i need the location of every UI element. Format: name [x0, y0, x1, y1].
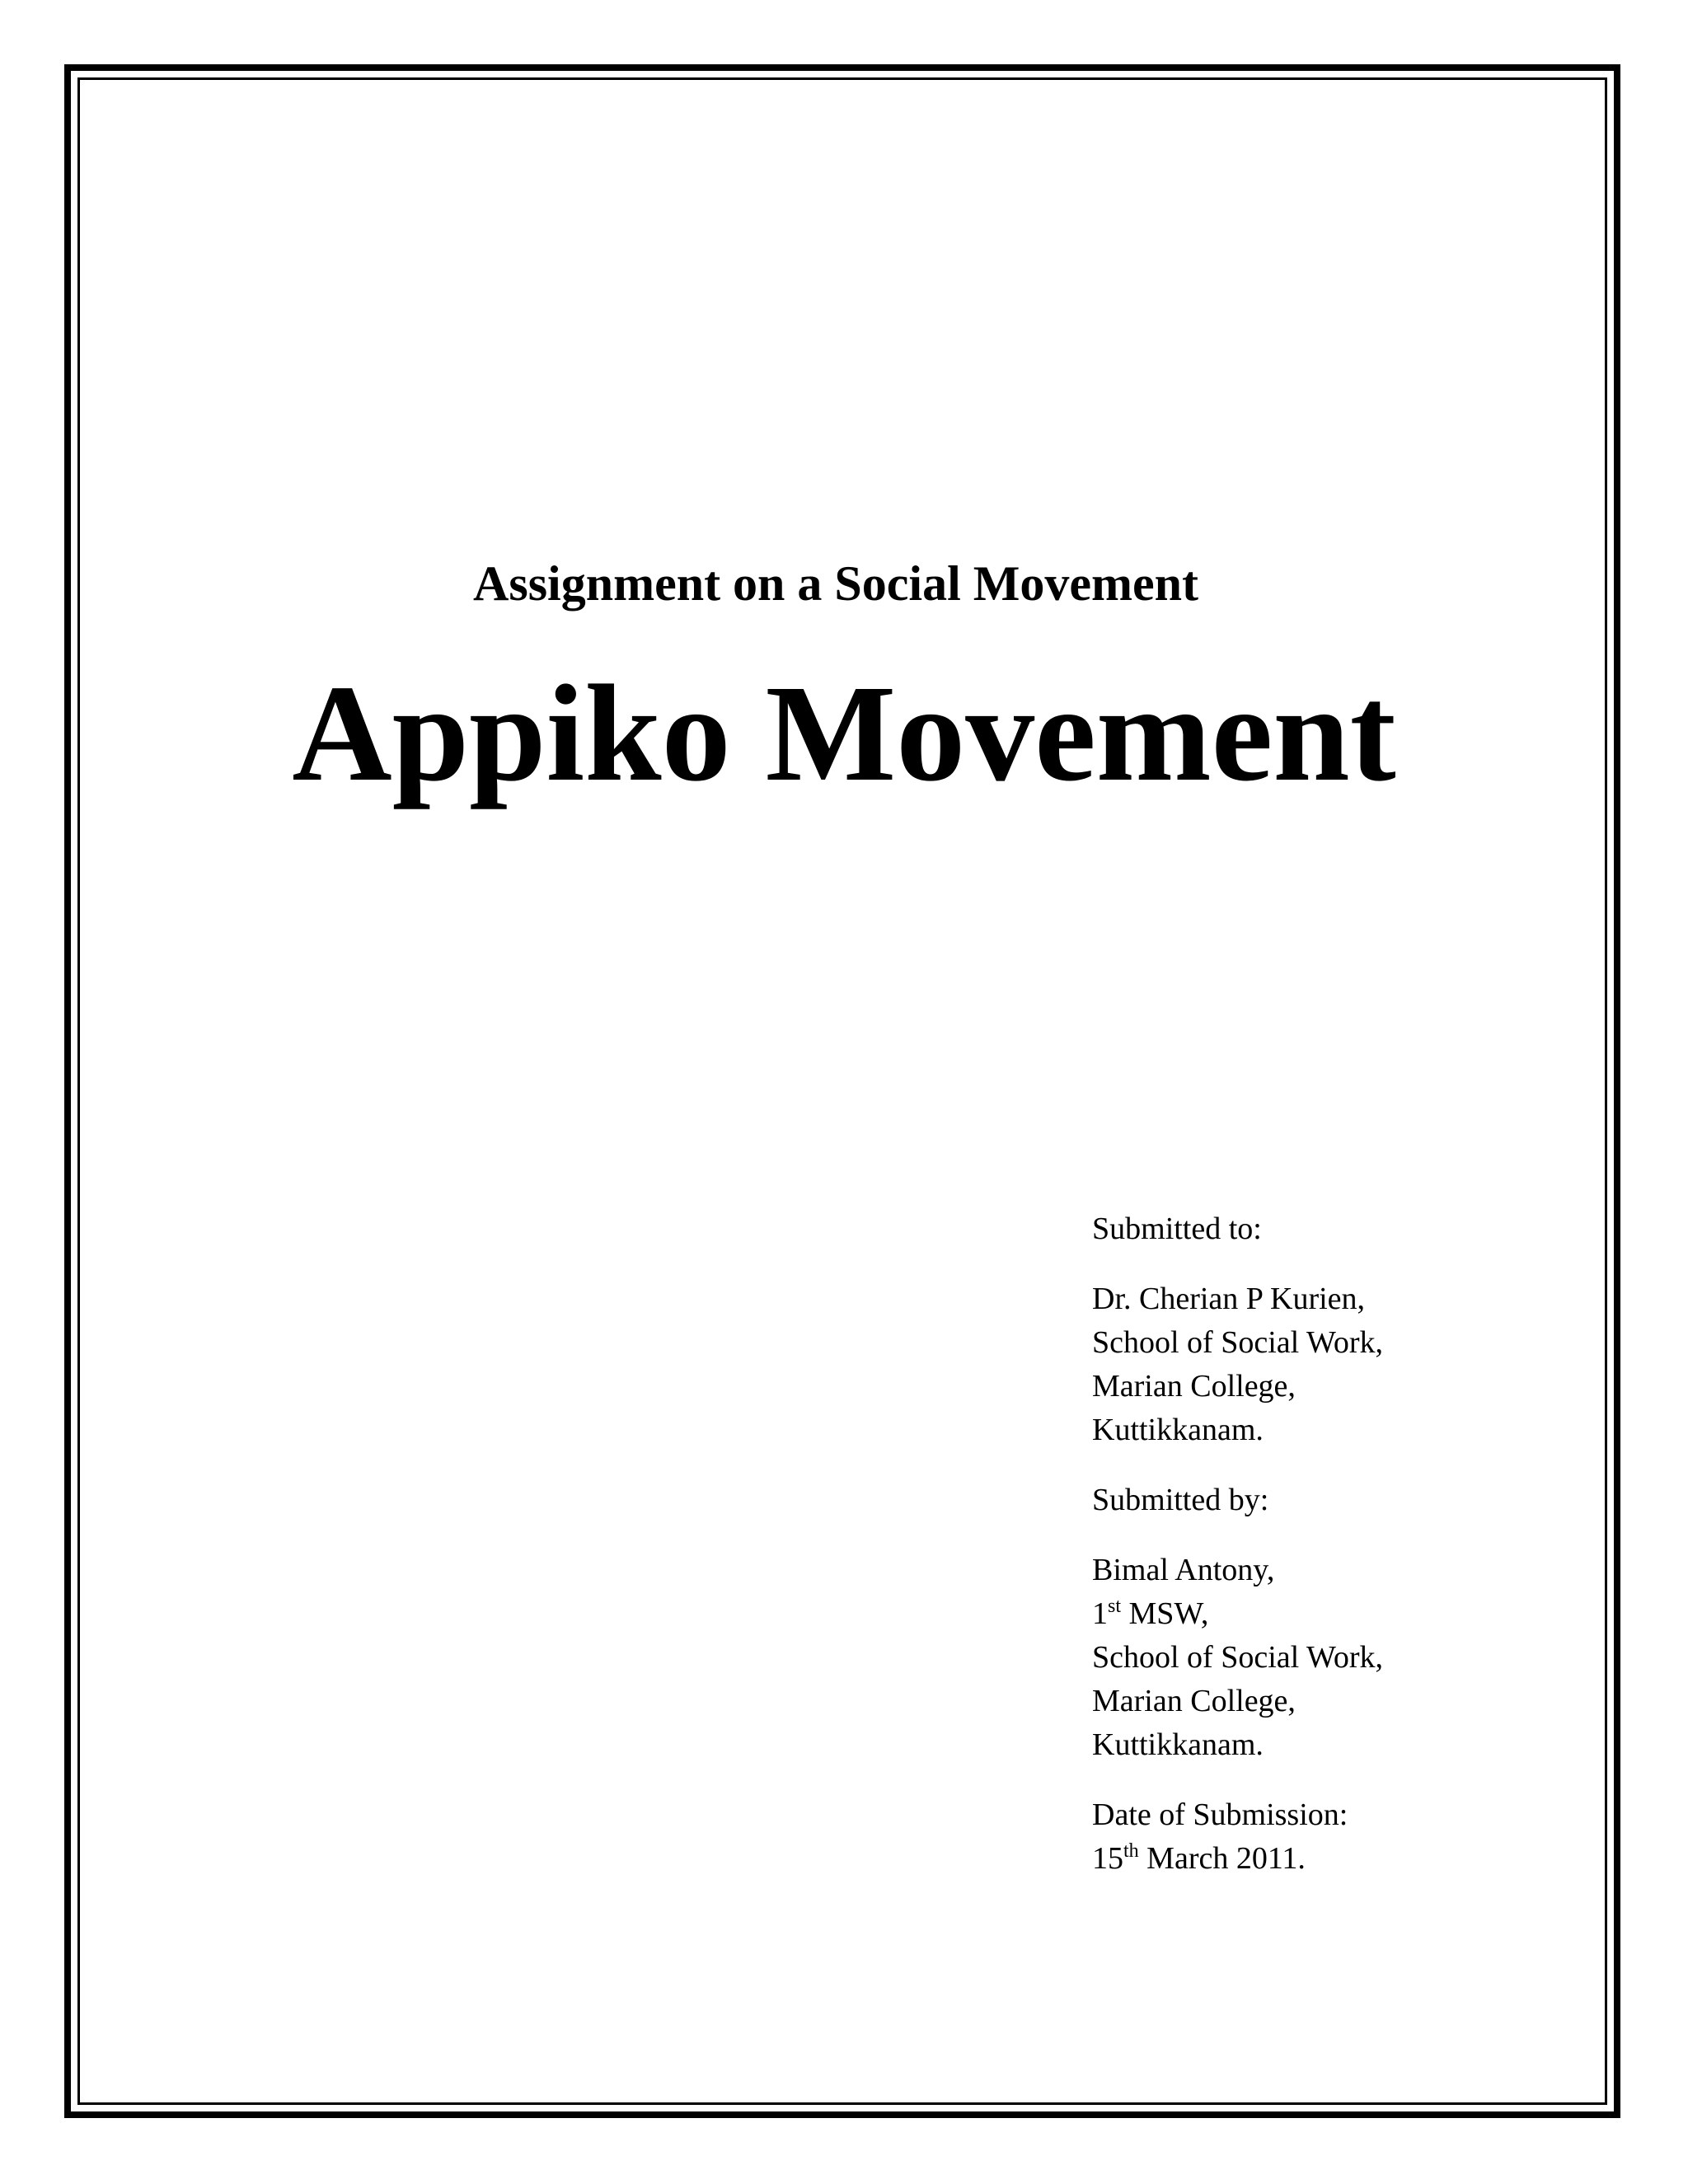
submitted-by-heading: Submitted by: — [1092, 1483, 1269, 1517]
recipient-name: Dr. Cherian P Kurien, — [1092, 1282, 1366, 1316]
author-place: Kuttikkanam. — [1092, 1727, 1264, 1762]
submitted-to-details — [1092, 1277, 1587, 1452]
document-subtitle: Assignment on a Social Movement — [473, 556, 1198, 611]
author-department: School of Social Work, — [1092, 1640, 1383, 1675]
author-course: 1st MSW, — [1092, 1596, 1209, 1631]
document-title: Appiko Movement — [292, 657, 1396, 810]
author-college: Marian College, — [1092, 1684, 1296, 1718]
submission-date-heading: Date of Submission: — [1092, 1797, 1348, 1832]
recipient-place: Kuttikkanam. — [1092, 1413, 1264, 1447]
recipient-college: Marian College, — [1092, 1369, 1296, 1404]
recipient-department: School of Social Work, — [1092, 1325, 1383, 1360]
submitted-by-details — [1092, 1549, 1587, 1767]
submission-date — [1092, 1793, 1587, 1881]
submitted-to-heading: Submitted to: — [1092, 1212, 1262, 1246]
submission-date-value: 15th March 2011. — [1092, 1840, 1306, 1876]
submission-details — [1092, 1207, 1587, 1907]
author-name: Bimal Antony, — [1092, 1553, 1275, 1587]
